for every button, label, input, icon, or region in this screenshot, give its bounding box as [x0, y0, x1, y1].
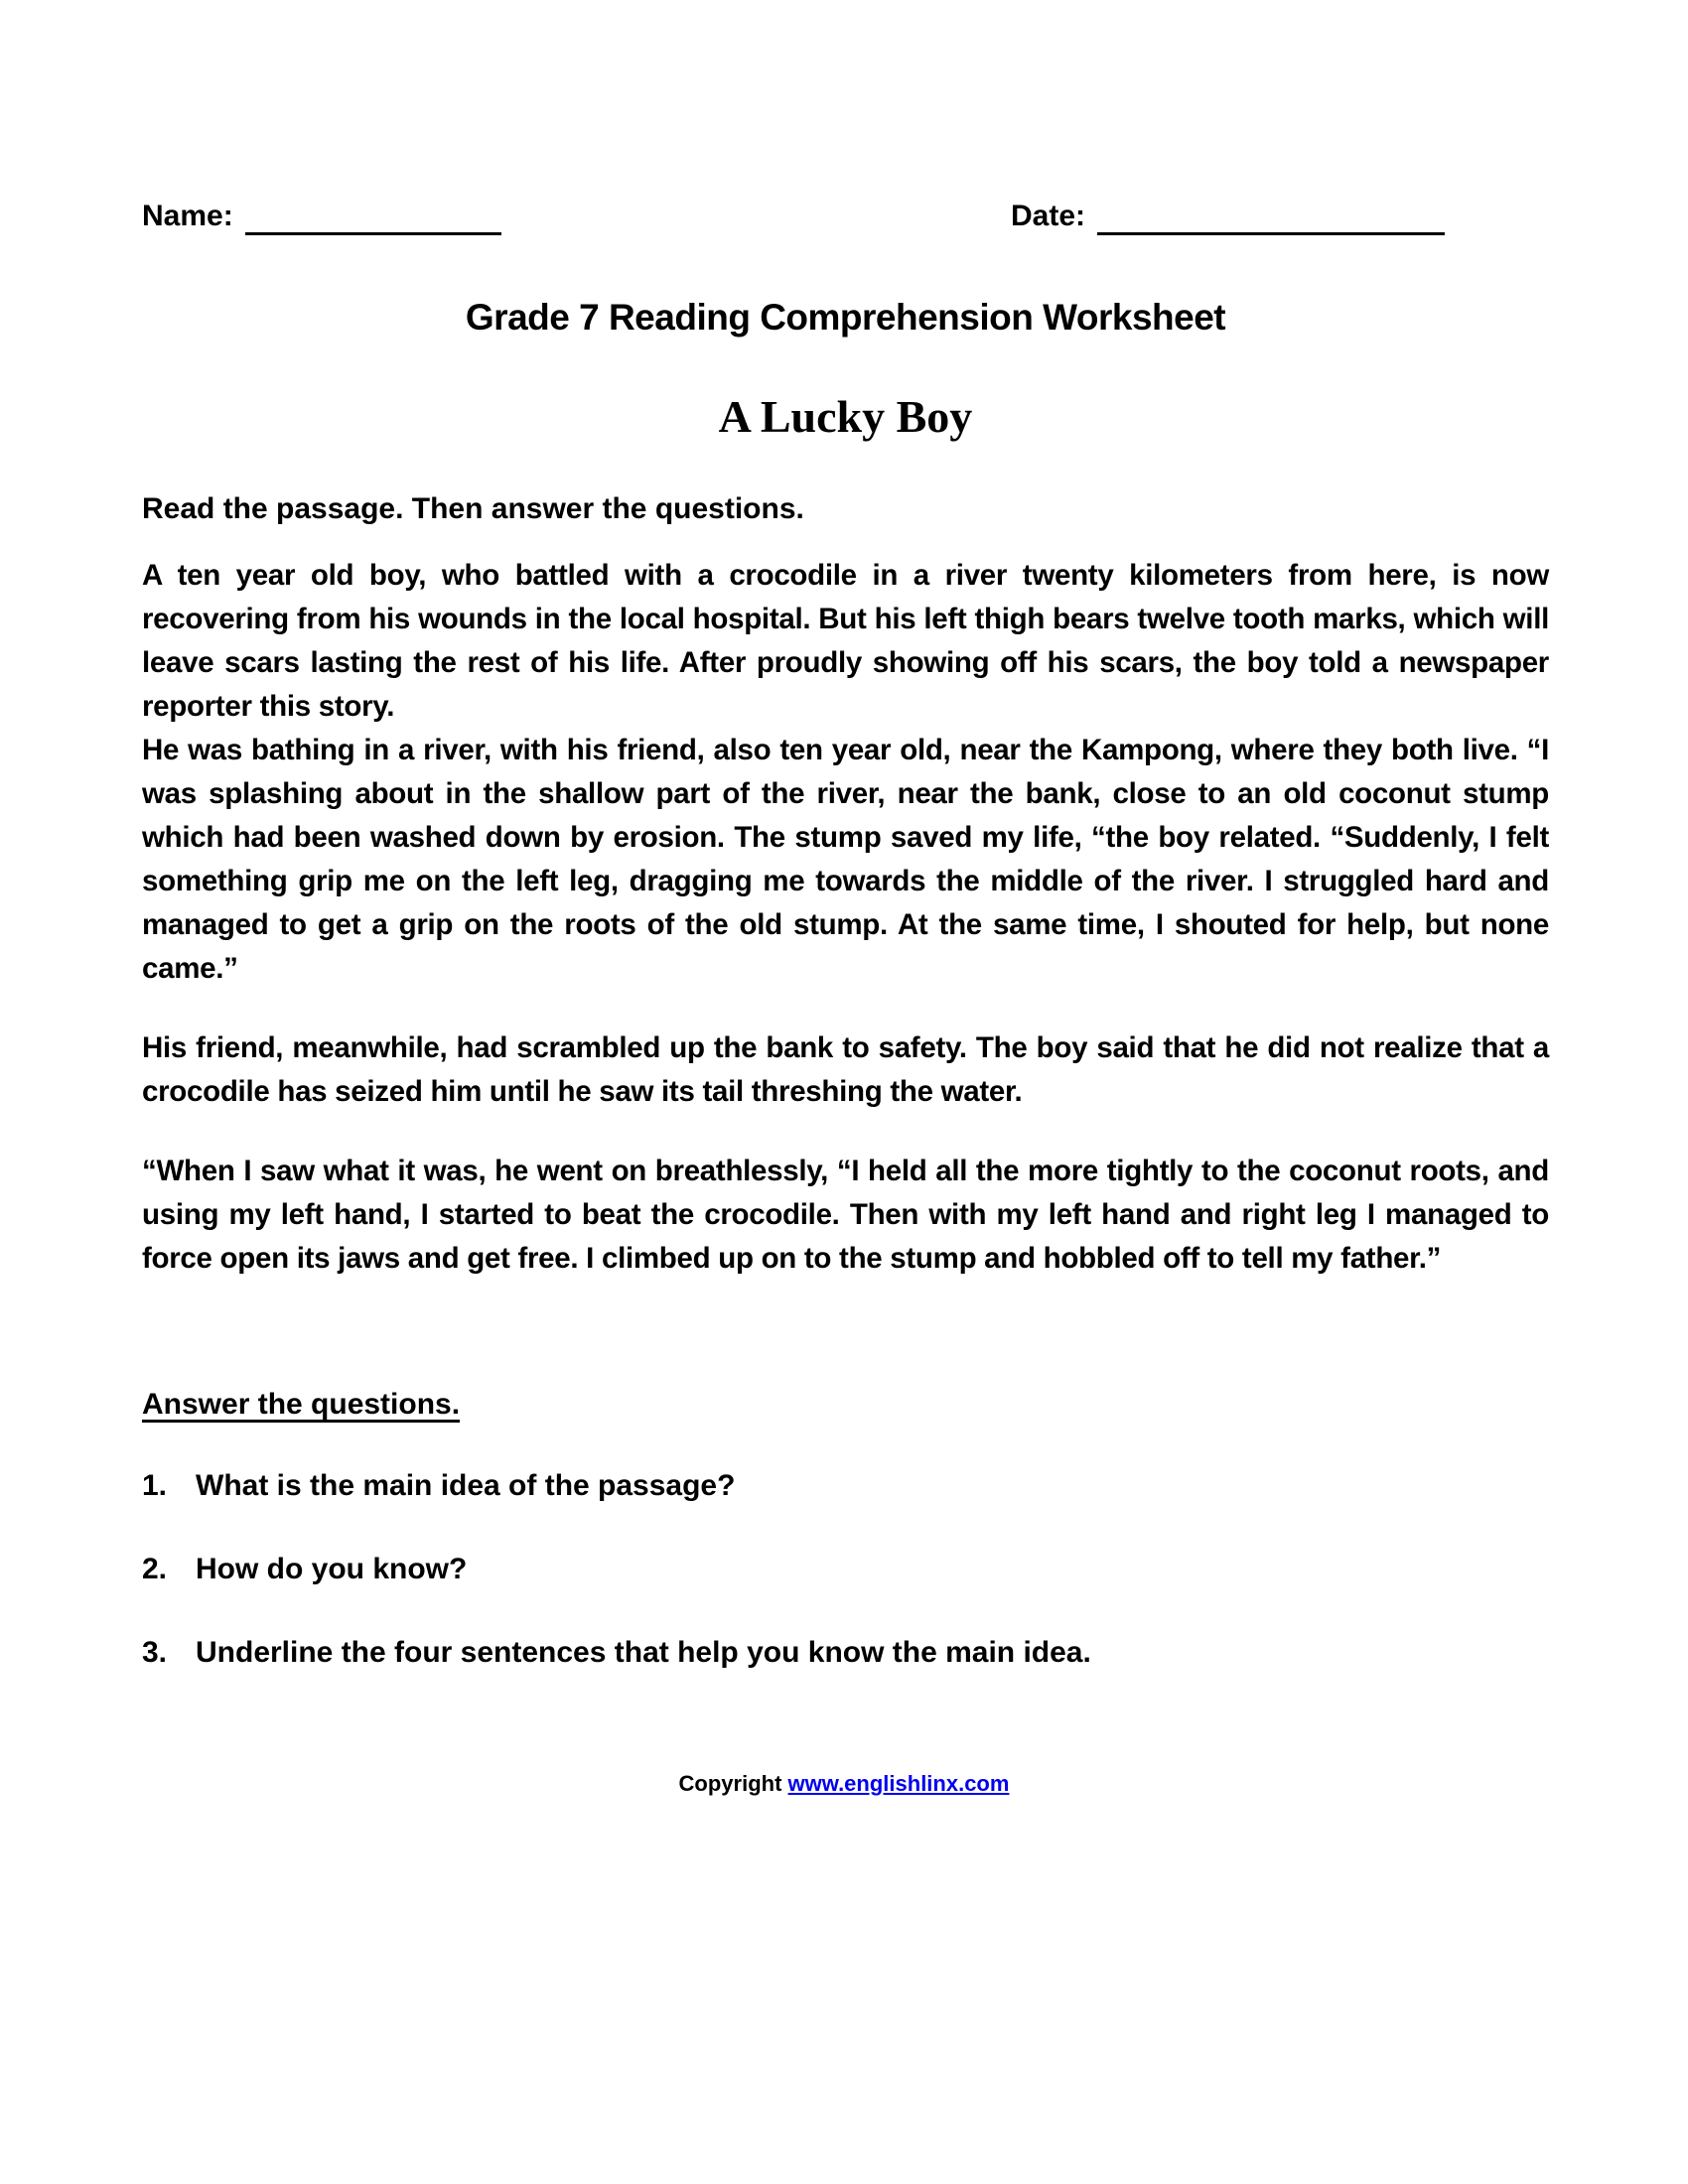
question-item-2	[142, 1553, 1549, 1586]
questions-list	[142, 1469, 1549, 1670]
footer	[0, 1771, 1688, 1797]
copyright-label: Copyright	[678, 1771, 788, 1796]
passage-paragraph-2: He was bathing in a river, with his friend, also ten year old, near the Kampong, where they both live. “I was splashing about in the shallow part of the river, near the bank, close to an old coconut stump which had been washed down by erosion. The stump saved my life, “the boy related. “Suddenly, I felt something grip me on the left leg, dragging me towards the middle of the river. I struggled hard and managed to get a grip on the roots of the old stump. At the same time, I shouted for help, but none came.”	[142, 734, 1549, 985]
name-label: Name:	[142, 200, 233, 232]
question-item-1	[142, 1469, 1549, 1503]
question-item-3	[142, 1636, 1549, 1670]
date-label: Date:	[1010, 200, 1085, 232]
passage-paragraph-4: “When I saw what it was, he went on breathlessly, “I held all the more tightly to the coconut roots, and using my left hand, I started to beat the crocodile. Then with my left hand and right leg I managed to force open its jaws and get free. I climbed up on to the stump and hobbled off to tell my father.”	[142, 1155, 1549, 1275]
question-text: Underline the four sentences that help you know the main idea.	[196, 1636, 1091, 1669]
passage-paragraph-1: A ten year old boy, who battled with a crocodile in a river twenty kilometers from here, is now recovering from his wounds in the local hospital. But his left thigh bears twelve tooth marks, which will leave scars lasting the rest of his life. After proudly showing off his scars, the boy told a newspaper reporter this story.	[142, 559, 1549, 723]
name-field	[142, 202, 501, 235]
question-number: 3.	[142, 1636, 168, 1669]
copyright-link[interactable]: www.englishlinx.com	[787, 1771, 1010, 1796]
question-number: 2.	[142, 1553, 168, 1585]
date-field	[1011, 202, 1445, 235]
page-title: Grade 7 Reading Comprehension Worksheet	[465, 297, 1226, 338]
instructions-text: Read the passage. Then answer the questions.	[142, 492, 804, 525]
name-blank-line	[245, 205, 501, 235]
question-text: How do you know?	[196, 1553, 468, 1585]
passage-paragraph-3: His friend, meanwhile, had scrambled up the bank to safety. The boy said that he did not realize that a crocodile has seized him until he saw its tail threshing the water.	[142, 1031, 1549, 1108]
passage-title: A Lucky Boy	[718, 391, 973, 442]
header	[142, 202, 1549, 235]
answer-questions-heading: Answer the questions.	[142, 1388, 461, 1421]
question-text: What is the main idea of the passage?	[196, 1469, 736, 1502]
date-blank-line	[1097, 205, 1445, 235]
question-number: 1.	[142, 1469, 168, 1502]
